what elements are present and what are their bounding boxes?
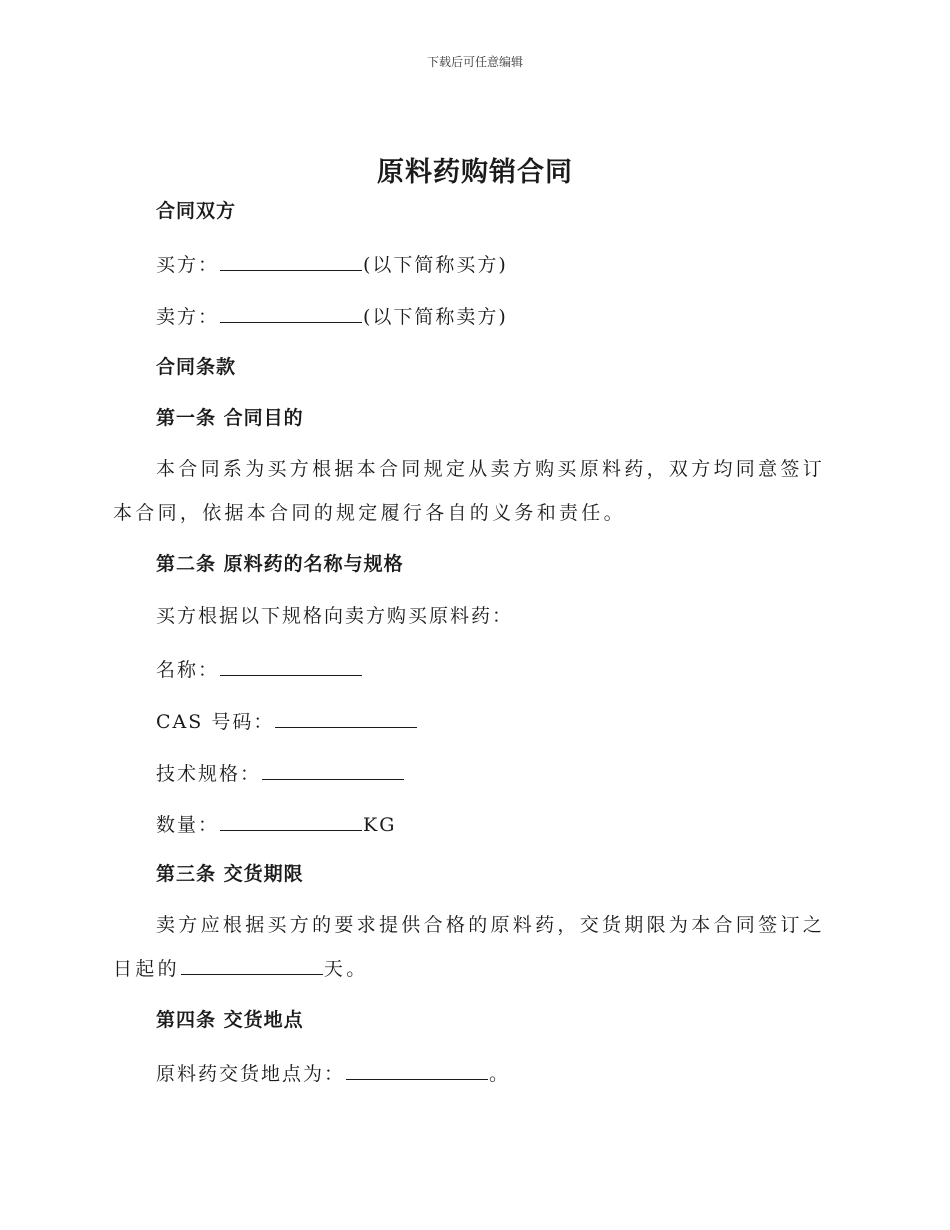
article2-heading: 第二条 原料药的名称与规格 xyxy=(156,553,404,575)
article3-body-start: 卖方应根据买方的要求提供合格的原料药，交货期限为本合同签订之日起的 xyxy=(113,914,826,980)
article1-heading: 第一条 合同目的 xyxy=(156,407,304,429)
document-title: 原料药购销合同 xyxy=(377,157,573,188)
header-note: 下载后可任意编辑 xyxy=(426,55,523,69)
delivery-location-label: 原料药交货地点为： xyxy=(156,1063,346,1085)
spec-line xyxy=(156,759,405,787)
seller-suffix: (以下简称卖方) xyxy=(363,306,508,328)
quantity-line xyxy=(156,810,396,838)
cas-line xyxy=(156,707,418,735)
quantity-unit: KG xyxy=(363,814,397,836)
buyer-label: 买方： xyxy=(156,254,220,276)
article3-body-end: 天。 xyxy=(323,958,369,980)
buyer-line xyxy=(156,250,508,278)
name-blank xyxy=(220,655,362,676)
quantity-label: 数量： xyxy=(156,814,220,836)
seller-blank xyxy=(220,302,362,323)
buyer-suffix: (以下简称买方) xyxy=(363,254,508,276)
seller-line xyxy=(156,302,508,330)
delivery-location-line xyxy=(156,1059,510,1087)
seller-label: 卖方： xyxy=(156,306,220,328)
article2-intro: 买方根据以下规格向卖方购买原料药： xyxy=(156,605,514,627)
name-label: 名称： xyxy=(156,659,220,681)
cas-label: CAS 号码： xyxy=(156,711,275,733)
delivery-location-end: 。 xyxy=(489,1063,511,1085)
name-line xyxy=(156,655,363,683)
article4-heading: 第四条 交货地点 xyxy=(156,1009,304,1031)
quantity-blank xyxy=(220,810,362,831)
article1-body: 本合同系为买方根据本合同规定从卖方购买原料药，双方均同意签订本合同，依据本合同的规定履行各自的义务和责任。 xyxy=(113,458,826,524)
terms-heading: 合同条款 xyxy=(156,356,237,378)
article3-heading: 第三条 交货期限 xyxy=(156,863,304,885)
delivery-location-blank xyxy=(346,1059,488,1080)
delivery-days-blank xyxy=(181,954,323,975)
parties-heading: 合同双方 xyxy=(156,200,237,222)
cas-blank xyxy=(275,707,417,728)
spec-label: 技术规格： xyxy=(156,763,262,785)
buyer-blank xyxy=(220,250,362,271)
article3-body xyxy=(113,903,833,991)
spec-blank xyxy=(262,759,404,780)
